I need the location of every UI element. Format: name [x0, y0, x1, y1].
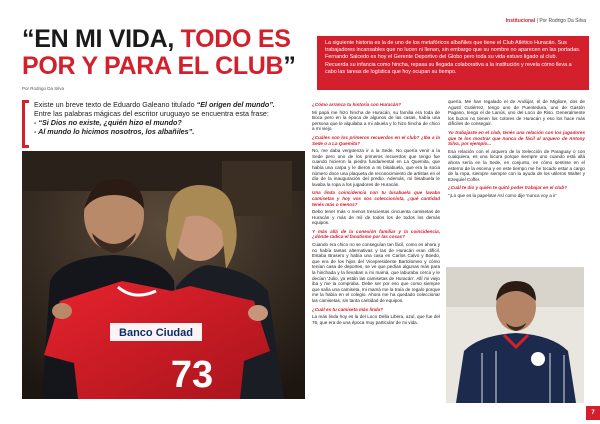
photo-man-navy-jersey [446, 267, 584, 403]
quote-bracket-bottom [22, 145, 29, 148]
title-red-part-1: TODO ES [180, 25, 291, 53]
section-author: | Por Rodrigo Da Silva [536, 18, 586, 24]
quote-bracket [22, 100, 25, 148]
svg-text:Banco Ciudad: Banco Ciudad [119, 327, 193, 339]
interview-question: Yo trabajaste en el club, tenés una relación con los jugadores que te los mostrar que nunca de fácil al arquero de Antony Silva, por ejemplo... [448, 129, 585, 147]
intro-box [317, 36, 589, 90]
quote-line-4: - Al mundo lo hicimos nosotros, los albañiles”. [34, 127, 195, 136]
article-column-2 [448, 99, 585, 267]
quote-text-b: “El origen del mundo”. [196, 100, 275, 109]
interview-answer: Cuando era chico no se conseguían tan fácil, como es ahora y no había tantas alternativas y las de Huracán eran difícil. Estaba Brasero y había una casa en Carlos Calvo y Boedo, que era de los hijos del Vicepresidente Bartolomeo y cómo tenían casa de deportes, se ve que pedían algunas más para la hinchada y la llevaban a mi mamá, que laburaba cerca y le decían 'Julio, ya están las camisetas de Huracán'. Allí mi viejo iba y me la compraba. Debe ser por eso que como siempre que salía una camiseta, mi mamá me la traía de regalo porque me la había en el colegio. Ahora me ha quedado coleccionar las camisetas, sin tanta cantidad de equipos. [312, 242, 440, 303]
interview-question: Una linda coincidencia con tu bisabuela que lavaba camisetas y hoy vos sos coleccionista, ¿qué cantidad tenés más o menos? [312, 190, 440, 207]
interview-question: ¿Cuál es tu camiseta más linda? [312, 306, 383, 312]
quote-line-2: Entre las palabras mágicas del escritor uruguayo se encuentra esta frase: [34, 109, 269, 118]
page-number: 7 [586, 406, 600, 420]
title-closing-quote: ” [283, 52, 296, 80]
interview-answer: quería. Me han regalado el de Andújar, el de Migliore, dos de Agustí Gutiérrez, tengo uno de Puentedura, uno de Gastón Pagano, tengo el de Lanús, uno del Loco de Riso. Generalmente los buzos no tienen los colores de Huracán y eso los hace más difíciles de conseguir. [448, 99, 585, 127]
title-black-part: “EN MI VIDA, [22, 25, 181, 53]
section-tag [506, 18, 586, 24]
photo-two-men-red-jersey [22, 151, 305, 399]
quote-line-1 [34, 100, 307, 109]
svg-text:73: 73 [170, 354, 214, 396]
section-name: Institucional [505, 18, 536, 24]
portrait-photo [446, 267, 584, 403]
interview-answer: La más linda hoy es la del Loco Della Libera, azul, que fue del 76, que era de una época muy particular de mi vida. [312, 314, 440, 325]
quote-line-3: - “Si Dios no existe, ¿quién hizo el mundo? [34, 118, 182, 127]
byline: Por Rodrigo Da Silva [22, 86, 65, 91]
main-photo [22, 151, 305, 399]
interview-answer: Debo tener más o menos trescientas cincuenta camisetas de Huracán y más de mil de todos los de todos los demás equipos. [312, 209, 440, 226]
quote-bracket-top [22, 100, 29, 103]
interview-answer: Esa relación con el arquero de la Selección de Paraguay o con cualquiera, es una locura porque siempre uno cuando está allá ahora sería en la Sede, en conjunto, en cómo sentirse en el esterno de la escena y en este tiempo me he tocado estar a cargo de la ropa, siempre siempre con la ayuda de los utileros Walter y Ezequiel Coffer. [448, 148, 585, 182]
interview-answer: No, me daba vergüenza ir a la Sede. No quería venir a la Sede pero uno de los primeros recuerdos que tengo fue cuando hicieron la piedra fundamental en La Quemita, que había una carpa y le dieron a mi bisabuela, que era la socia número doce una plaqueta de reconocimiento de artistas en el día de la inauguración del predio. Además, mi bisabuela le lavaba la ropa a los jugadores de Huracán. [312, 148, 440, 187]
interview-question: ¿Cómo arranca tu historia con Huracán? [312, 102, 402, 107]
article-title [22, 26, 312, 80]
interview-question: ¿Cuál te dio y quién te quitó poder trabajar en el club? [448, 185, 567, 191]
interview-answer: Mi papá me hizo hincha de Huracán, su familia era toda de Boca pero en la época de algunos de las casas, había una persona que le alquilaba a mi abuela y lo hizo hincha de chico a mi viejo. [312, 109, 440, 132]
interview-answer: “¡Lo que es la papelota! Así como dije 'nunca voy a ir' [448, 192, 557, 198]
galeano-quote [22, 100, 307, 150]
quote-text-a: Existe un breve texto de Eduardo Galeano titulado [34, 100, 197, 109]
interview-question: ¿Cuáles son los primeros recuerdos en el club? ¿Iba a la Sede o a La Quemita? [312, 134, 440, 146]
article-column-1 [312, 99, 440, 417]
intro-text: La siguiente historia es la de uno de los metafóricos albañiles que tiene el Club Atlético Huracán. Sus trabajadores incansables que no lucen ni llenan, sin embargo que su nombre no aparecen en las portadas. Fernando Salcedo es hoy el Gerente Deportivo del Globo pero toda su vida estuvo ligado al club. Recuerda su infancia como hincha, repasa su llegada colaborativa a la institución y revela cómo lleva a cabo las tareas de logística que hoy ocupan su tiempo. [325, 40, 581, 75]
interview-question: Y más allá de la conexión familiar y la coincidencia, ¿dónde radica el fanatismo por las cosas? [312, 228, 440, 240]
title-red-part-2: POR Y PARA EL CLUB [22, 52, 284, 80]
